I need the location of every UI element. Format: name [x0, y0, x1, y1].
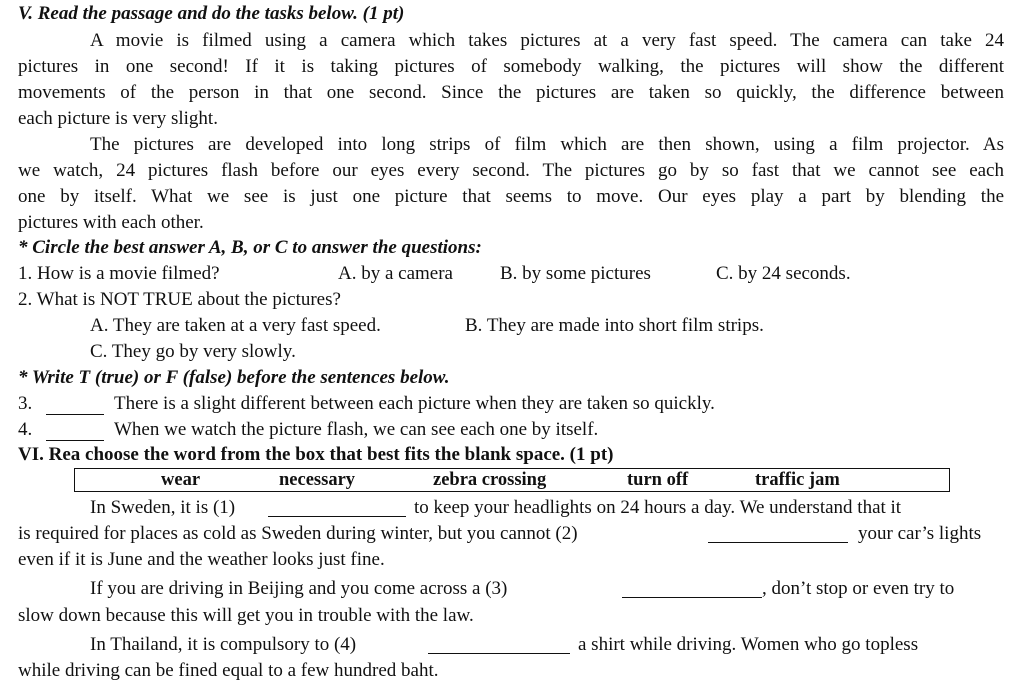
section-6-heading: VI. Rea choose the word from the box that best fits the blank space. (1 pt): [18, 444, 614, 465]
mc-instruction: * Circle the best answer A, B, or C to answer the questions:: [18, 237, 482, 258]
question-1: 1. How is a movie filmed?: [18, 263, 220, 284]
cloze-4-after: a shirt while driving. Women who go topless: [578, 634, 919, 655]
passage-6-1-line-3: even if it is June and the weather looks just fine.: [18, 549, 385, 570]
question-2: 2. What is NOT TRUE about the pictures?: [18, 289, 341, 310]
q4-answer-blank[interactable]: [46, 422, 104, 441]
question-4-number: 4.: [18, 419, 33, 440]
passage-1-line-1: A movie is filmed using a camera which takes pictures at a very fast speed. The camera can take 24: [90, 30, 1004, 51]
passage-2-line-2: we watch, 24 pictures flash before our eyes every second. The pictures go by so fast that we cannot see each: [18, 160, 1004, 181]
word-box-item: necessary: [279, 470, 356, 490]
cloze-2-after: your car’s lights: [858, 523, 982, 544]
passage-1-line-4: each picture is very slight.: [18, 108, 218, 129]
blank-1[interactable]: [268, 498, 406, 517]
q2-option-a[interactable]: A. They are taken at a very fast speed.: [90, 315, 381, 336]
passage-2-line-3: one by itself. What we see is just one picture that seems to move. Our eyes play a part by blending the: [18, 186, 1004, 207]
cloze-1-after: to keep your headlights on 24 hours a day. We understand that it: [414, 497, 902, 518]
tf-instruction: * Write T (true) or F (false) before the sentences below.: [18, 367, 450, 388]
passage-6-3-line-2: while driving can be fined equal to a few hundred baht.: [18, 660, 439, 681]
blank-3[interactable]: [622, 579, 762, 598]
q1-option-c[interactable]: C. by 24 seconds.: [716, 263, 851, 284]
cloze-2-before: is required for places as cold as Sweden during winter, but you cannot (2): [18, 523, 578, 544]
word-box-item: wear: [161, 470, 201, 490]
word-box-item: traffic jam: [755, 470, 840, 490]
q3-answer-blank[interactable]: [46, 396, 104, 415]
passage-1-line-3: movements of the person in that one second. Since the pictures are taken so quickly, the difference between: [18, 82, 1004, 103]
word-box-item: turn off: [627, 470, 689, 490]
question-3-text: There is a slight different between each picture when they are taken so quickly.: [114, 393, 715, 414]
blank-2[interactable]: [708, 524, 848, 543]
word-box: [74, 468, 950, 492]
q1-option-a[interactable]: A. by a camera: [338, 263, 453, 284]
word-box-item: zebra crossing: [433, 470, 547, 490]
q2-option-c[interactable]: C. They go by very slowly.: [90, 341, 296, 362]
blank-4[interactable]: [428, 635, 570, 654]
cloze-3-after: , don’t stop or even try to: [762, 578, 955, 599]
cloze-1-before: In Sweden, it is (1): [90, 497, 236, 518]
q1-option-b[interactable]: B. by some pictures: [500, 263, 651, 284]
q2-option-b[interactable]: B. They are made into short film strips.: [465, 315, 764, 336]
question-3-number: 3.: [18, 393, 33, 414]
cloze-3-before: If you are driving in Beijing and you come across a (3): [90, 578, 508, 599]
passage-6-2-line-2: slow down because this will get you in trouble with the law.: [18, 605, 474, 626]
section-5-heading: V. Read the passage and do the tasks below. (1 pt): [18, 3, 405, 24]
question-4-text: When we watch the picture flash, we can see each one by itself.: [114, 419, 599, 440]
cloze-4-before: In Thailand, it is compulsory to (4): [90, 634, 357, 655]
passage-2-line-4: pictures with each other.: [18, 212, 204, 233]
passage-2-line-1: The pictures are developed into long strips of film which are then shown, using a film projector. As: [90, 134, 1004, 155]
passage-1-line-2: pictures in one second! If it is taking pictures of somebody walking, the pictures will show the different: [18, 56, 1004, 77]
